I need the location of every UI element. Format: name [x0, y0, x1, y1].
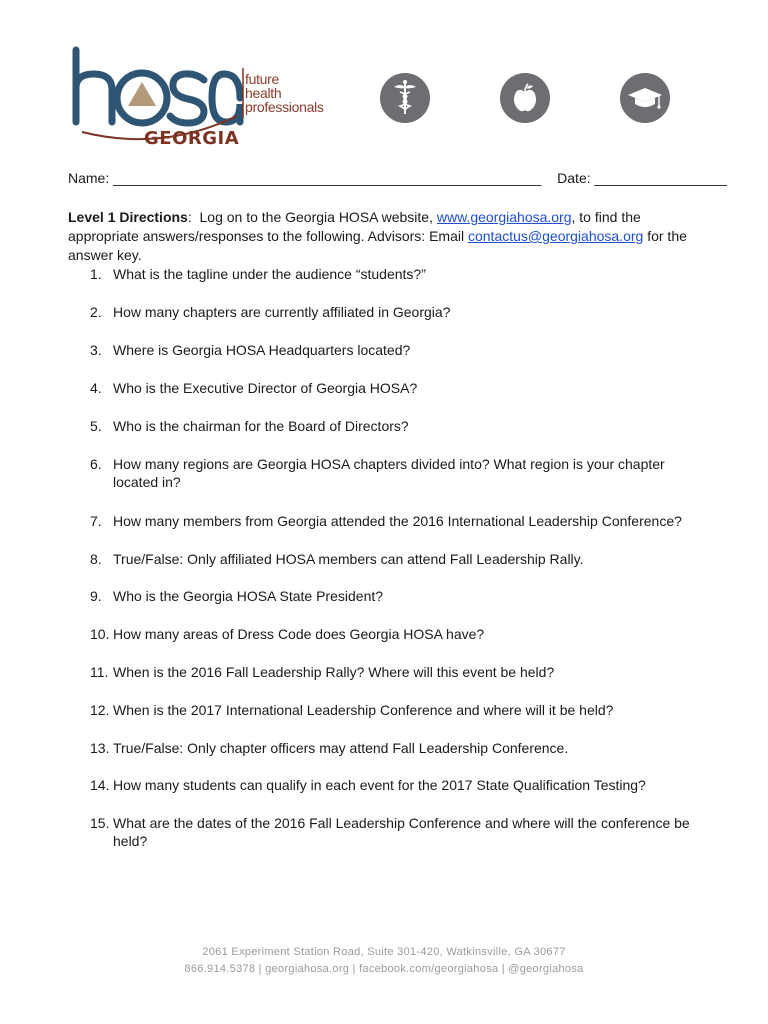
question-number: 14. — [90, 777, 110, 793]
directions-colon: : — [187, 209, 192, 225]
question-number: 4. — [90, 380, 102, 396]
apple-icon — [500, 73, 550, 123]
question-item — [68, 663, 554, 681]
question-text: What are the dates of the 2016 Fall Leadership Conference and where will the conference be held? — [113, 815, 690, 849]
tagline-line-3: professionals — [245, 99, 324, 115]
name-label: Name: — [68, 170, 110, 186]
question-number: 1. — [90, 266, 102, 282]
question-number: 10. — [90, 626, 110, 642]
question-number: 12. — [90, 702, 110, 718]
question-number: 2. — [90, 304, 102, 320]
directions-paragraph — [68, 208, 708, 265]
graduation-cap-icon — [620, 73, 670, 123]
question-number: 15. — [90, 815, 110, 831]
question-text: How many students can qualify in each event for the 2017 State Qualification Testing? — [113, 777, 646, 793]
date-label: Date: — [557, 170, 591, 186]
date-blank[interactable]: _________________ — [594, 170, 727, 186]
question-text: When is the 2017 International Leadership Conference and where will it be held? — [113, 702, 614, 718]
website-link[interactable]: www.georgiahosa.org — [436, 209, 572, 225]
question-item — [68, 739, 568, 757]
question-number: 11. — [90, 664, 109, 680]
question-text: How many members from Georgia attended the 2016 International Leadership Conference? — [113, 513, 682, 529]
name-date-line — [68, 170, 727, 186]
logo-region: GEORGIA — [144, 128, 240, 149]
name-blank[interactable]: _______________________________________________________ — [113, 170, 542, 186]
question-text: Who is the chairman for the Board of Directors? — [113, 418, 409, 434]
directions-text-3: for the answer key. — [68, 228, 687, 263]
directions-text-1: Log on to the Georgia HOSA website, — [191, 209, 437, 225]
question-item — [68, 550, 584, 568]
question-text: What is the tagline under the audience “students?” — [113, 266, 426, 282]
question-item — [68, 379, 417, 397]
question-item — [68, 587, 383, 605]
question-text: How many regions are Georgia HOSA chapters divided into? What region is your chapter located in? — [113, 456, 665, 490]
tagline-line-2: health — [245, 85, 282, 101]
question-item — [68, 814, 708, 850]
tagline-line-1: future — [245, 71, 279, 87]
question-text: True/False: Only affiliated HOSA members can attend Fall Leadership Rally. — [113, 551, 584, 567]
caduceus-icon — [380, 73, 430, 123]
question-text: Where is Georgia HOSA Headquarters located? — [113, 342, 411, 358]
question-text: Who is the Executive Director of Georgia HOSA? — [113, 380, 418, 396]
directions-text-2: , to find the appropriate answers/responses to the following. Advisors: Email — [68, 209, 641, 244]
question-item — [68, 341, 410, 359]
directions-heading: Level 1 Directions — [68, 209, 188, 225]
question-item — [68, 417, 409, 435]
question-text: How many chapters are currently affiliated in Georgia? — [113, 304, 451, 320]
question-number: 6. — [90, 456, 102, 472]
footer-address: 2061 Experiment Station Road, Suite 301-420, Watkinsville, GA 30677 — [202, 946, 566, 958]
question-text: True/False: Only chapter officers may attend Fall Leadership Conference. — [113, 740, 569, 756]
email-link[interactable]: contactus@georgiahosa.org — [467, 228, 644, 244]
question-item — [68, 512, 682, 530]
question-item — [68, 455, 708, 491]
question-item — [68, 701, 613, 719]
question-item — [68, 776, 646, 794]
hosa-georgia-logo — [72, 44, 342, 154]
question-text: When is the 2016 Fall Leadership Rally? Where will this event be held? — [113, 664, 555, 680]
question-text: Who is the Georgia HOSA State President? — [113, 588, 384, 604]
question-text: How many areas of Dress Code does Georgia HOSA have? — [113, 626, 485, 642]
question-item — [68, 303, 450, 321]
question-item — [68, 625, 484, 643]
question-number: 8. — [90, 551, 102, 567]
question-number: 5. — [90, 418, 102, 434]
question-number: 9. — [90, 588, 102, 604]
question-number: 13. — [90, 740, 110, 756]
question-number: 7. — [90, 513, 102, 529]
logo-tagline — [245, 72, 324, 114]
question-number: 3. — [90, 342, 102, 358]
footer-contact: 866.914.5378 | georgiahosa.org | facebook.com/georgiahosa | @georgiahosa — [184, 963, 584, 975]
question-item — [68, 265, 426, 283]
